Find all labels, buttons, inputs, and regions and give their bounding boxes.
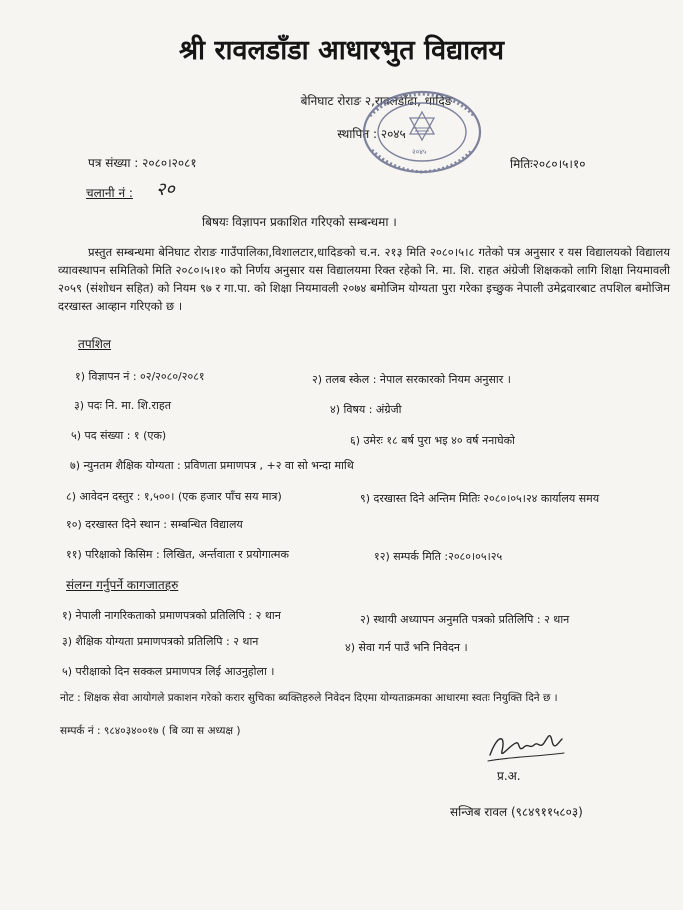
attachment-item-4: ४) सेवा गर्न पाउँ भनि निवेदन । (345, 641, 468, 654)
body-paragraph: प्रस्तुत सम्बन्धमा बेनिघाट रोराङ गाउँपालिका,विशालटार,धादिङको च.न. २१३ मिति २०८०।५।८ गतेको पत्र अनुसार र यस विद्यालयको विद्यालय व्यावस्थापन समितिको मिति २०८०।५।१० को निर्णय अनुसार यस विद्यालयमा रिक्त रहेको नि. मा. शि. राहत अंग्रेजी शिक्षकको लागि शिक्षा नियमावली २०५९ (संशोधन सहित) को नियम ९७ र गा.पा. को शिक्षा नियमावली २०७४ बमोजिम योग्यता पुरा गरेका इच्छुक नेपाली उमेद्रवारबाट तपशिल बमोजिम दरखास्त आव्हान गरिएको छ । (58, 245, 670, 313)
chalani-number: २० (156, 179, 175, 200)
established-year: स्थापित : २०४५ (337, 127, 406, 141)
detail-item-11: ११) परिक्षाको किसिम : लिखित, अर्न्तवाता र प्रयोगात्मक (66, 548, 289, 561)
school-seal-icon (360, 88, 488, 178)
attachment-item-1: १) नेपाली नागरिकताको प्रमाणपत्रको प्रतिलिपि : २ थान (62, 609, 281, 622)
subject-line: बिषयः विज्ञापन प्रकाशित गरिएको सम्बन्धमा । (202, 215, 397, 229)
detail-item-1: १) विज्ञापन नं : ०२/२०८०/२०८१ (75, 370, 205, 383)
chalani-label: चलानी नं : (86, 186, 133, 200)
signatory-title: प्र.अ. (497, 769, 521, 783)
attachments-heading: संलग्न गर्नुपर्ने कागजातहरु (66, 578, 179, 592)
signature-icon (484, 725, 566, 767)
detail-item-9: ९) दरखास्त दिने अन्तिम मितिः २०८०।०५।२४ कार्यालय समय (360, 492, 600, 505)
attachment-item-5: ५) परीक्षाको दिन सक्कल प्रमाणपत्र लिई आउनुहोला । (62, 665, 275, 678)
school-address: बेनिघाट रोराङ २,रावलडाँढा, धादिङ (300, 94, 453, 108)
note-text: नोट : शिक्षक सेवा आयोगले प्रकाशन गरेको करार सुचिका ब्यक्तिहरुले निवेदन दिएमा योग्यताक्रमका आधारमा स्वतः नियुक्ति दिने छ । (60, 692, 558, 704)
school-name: श्री रावलडाँडा आधारभुत विद्यालय (178, 35, 505, 66)
detail-item-3: ३) पदः नि. मा. शि.राहत (74, 399, 171, 412)
attachment-item-2: २) स्थायी अध्यापन अनुमति पत्रको प्रतिलिपि : २ थान (360, 613, 570, 626)
seal-year: २०४५ (412, 148, 427, 156)
detail-item-10: १०) दरखास्त दिने स्थान : सम्बन्धित विद्यालय (66, 518, 243, 531)
detail-item-8: ८) आवेदन दस्तुर : १,५००। (एक हजार पाँच सय मात्र) (66, 490, 282, 503)
letter-date: मितिः२०८०।५।१० (510, 157, 586, 171)
tapsil-heading: तपशिल (78, 337, 112, 351)
detail-item-6: ६) उमेरः १८ बर्ष पुरा भइ ४० वर्ष ननाघेको (350, 434, 515, 447)
detail-item-2: २) तलब स्केल : नेपाल सरकारको नियम अनुसार । (312, 373, 511, 386)
attachment-item-3: ३) शैक्षिक योग्यता प्रमाणपत्रको प्रतिलिपि : २ थान (62, 635, 259, 648)
reference-number: पत्र संख्या : २०८०।२०८१ (88, 156, 197, 170)
detail-item-4: ४) विषय : अंग्रेजी (330, 403, 402, 416)
detail-item-12: १२) सम्पर्क मिति :२०८०।०५।२५ (374, 550, 503, 563)
signatory-name: सन्जिब रावल (९८४९११५८०३) (450, 805, 583, 819)
contact-number: सम्पर्क नं : ९८४०३४००१७ ( बि व्या स अध्यक्ष ) (60, 725, 241, 737)
detail-item-7: ७) न्युनतम शैक्षिक योग्यता : प्रविणता प्रमाणपत्र , +२ वा सो भन्दा माथि (70, 459, 354, 472)
detail-item-5: ५) पद संख्या : १ (एक) (71, 429, 167, 442)
